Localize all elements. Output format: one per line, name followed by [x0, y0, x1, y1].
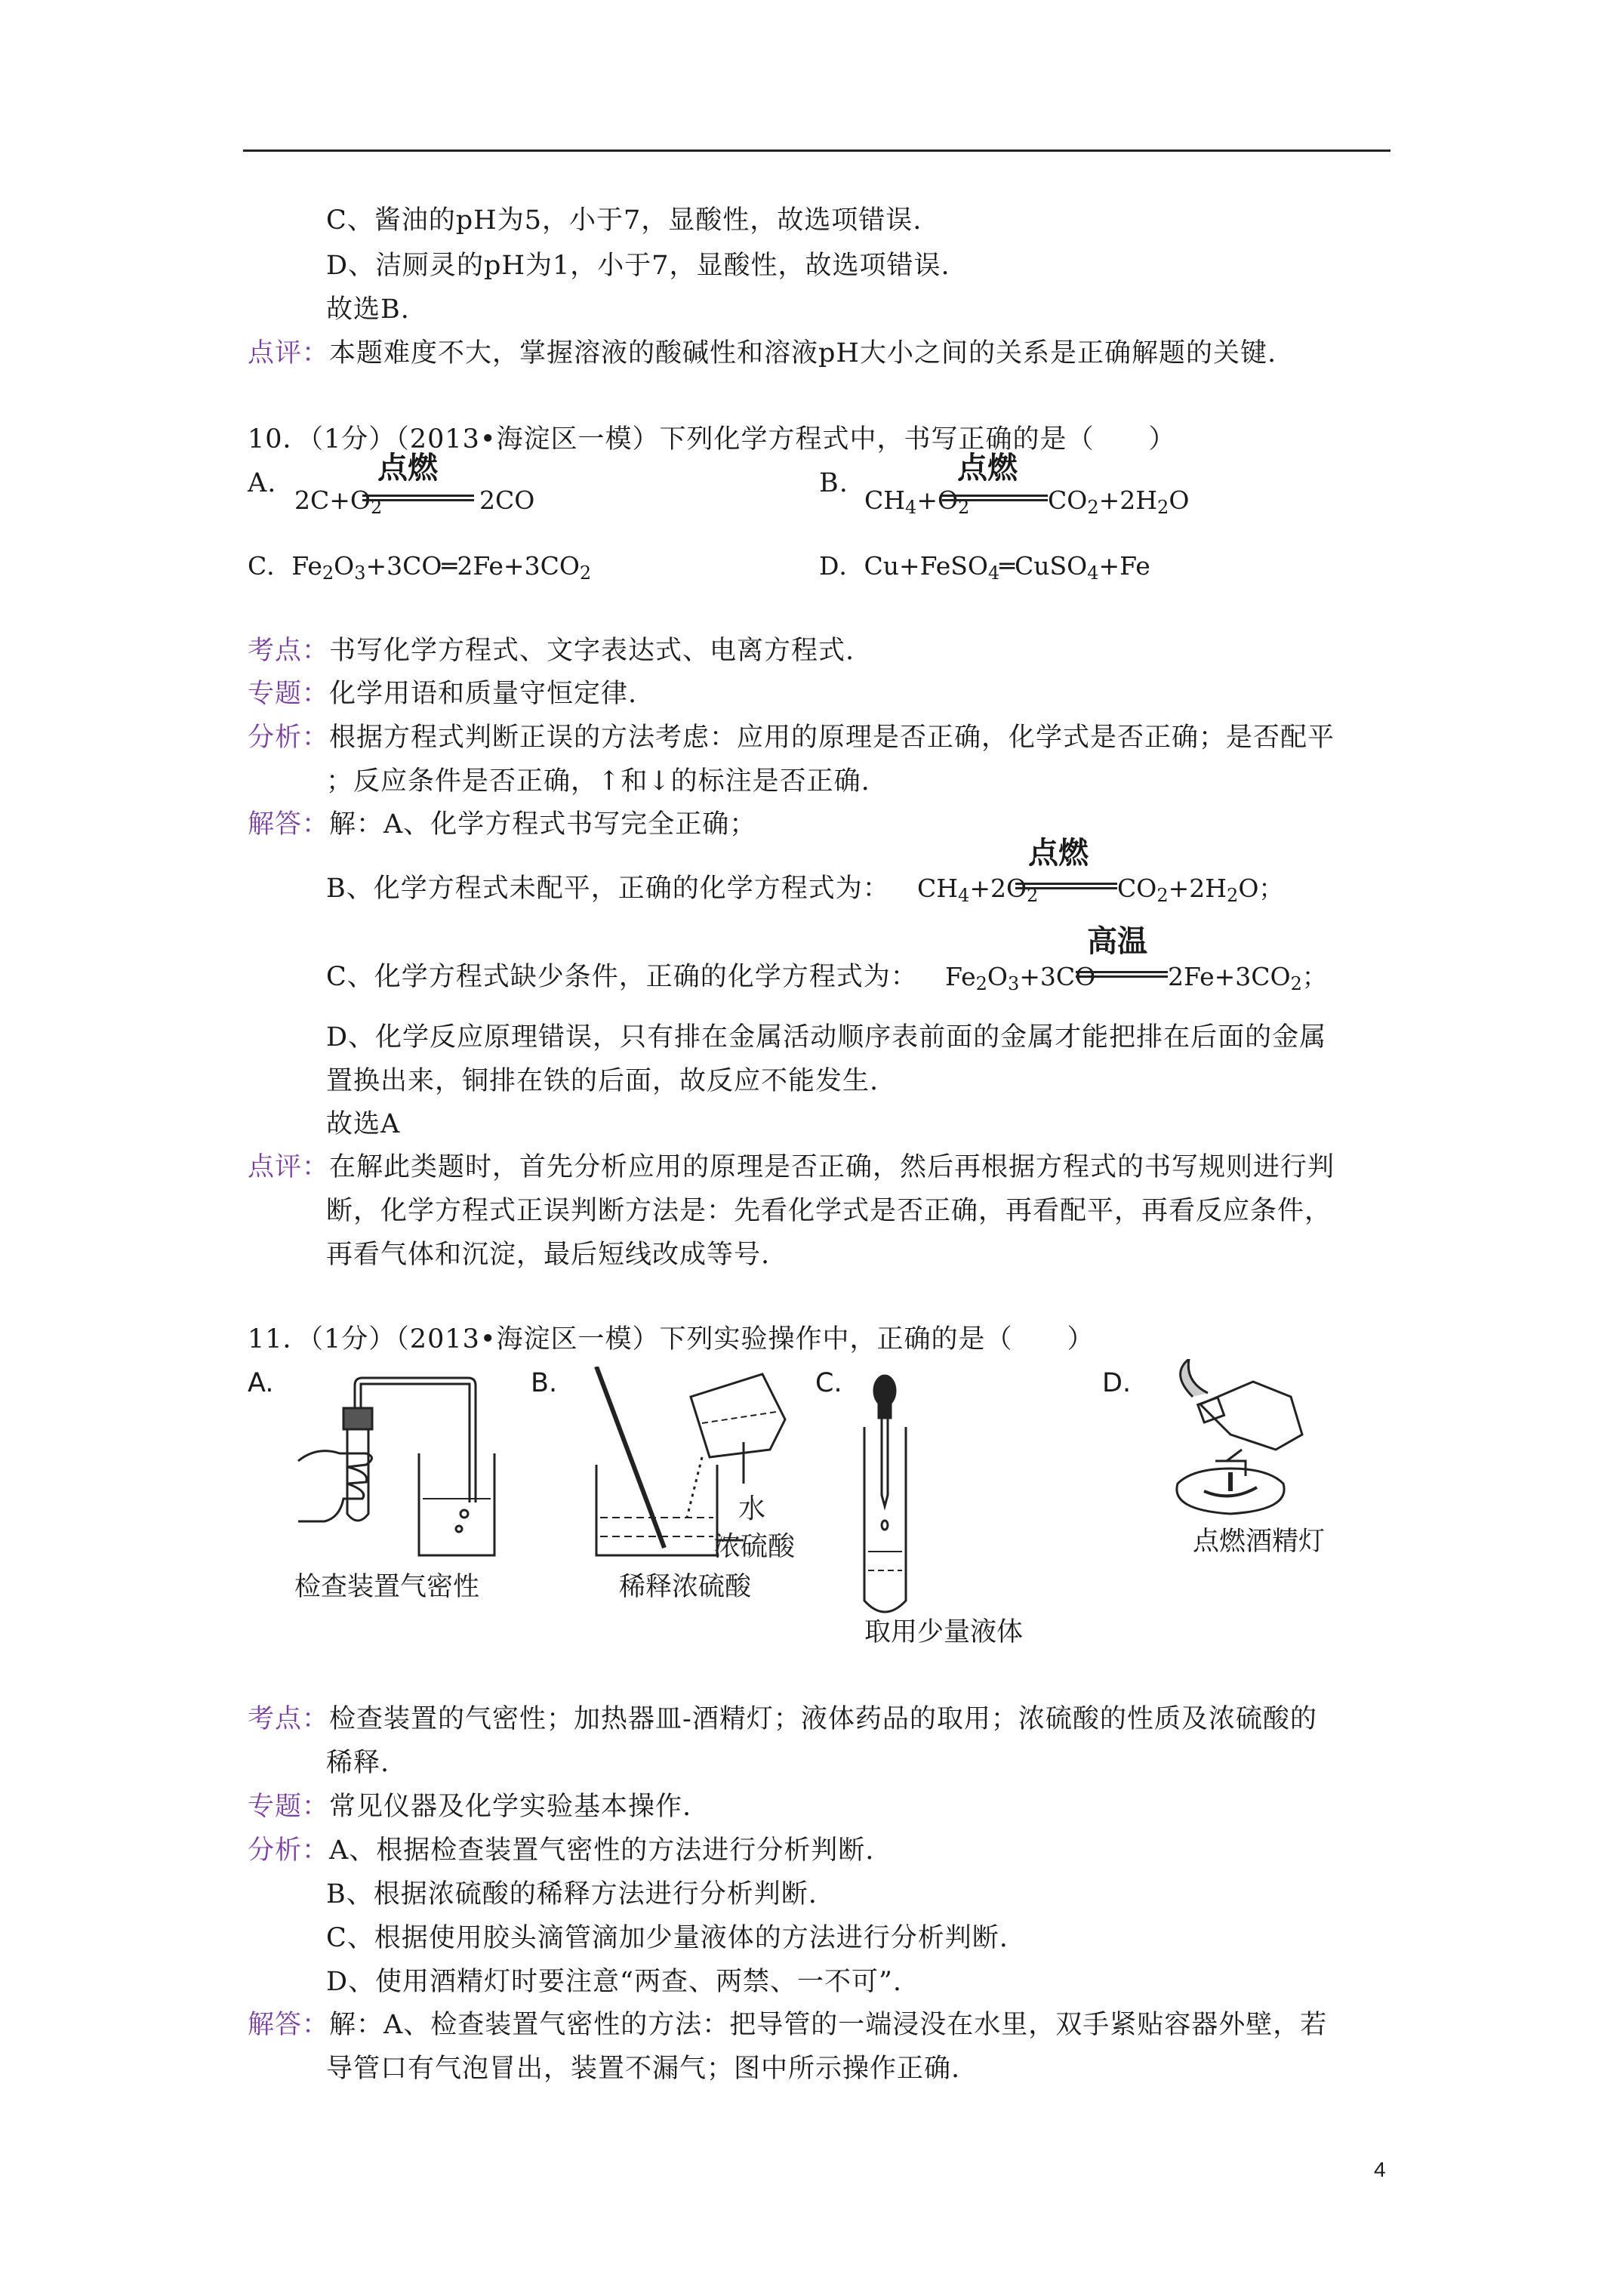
condition-label: 点燃: [1028, 836, 1089, 871]
text: 解：A、化学方程式书写完全正确；: [329, 809, 757, 840]
section-label: 解答：: [248, 2010, 330, 2040]
text-line: ；反应条件是否正确，↑和↓的标注是否正确.: [326, 766, 870, 797]
text-line: D、化学反应原理错误，只有排在金属活动顺序表前面的金属才能把排在后面的金属: [326, 1022, 1327, 1052]
figure-c-caption: 取用少量液体: [864, 1617, 1024, 1647]
water-label: 水: [738, 1493, 766, 1524]
text-line: 稀释.: [326, 1748, 390, 1778]
zhuanti-line: [248, 1790, 691, 1823]
equation-b-correct-right: $CO_2+2H_2O$；: [1117, 874, 1284, 906]
text-line: C、化学方程式缺少条件，正确的化学方程式为：: [326, 962, 918, 992]
text: 根据方程式判断正误的方法考虑：应用的原理是否正确，化学式是否正确；是否配平: [329, 723, 1335, 753]
option-c: C．$Fe_2O_3+3CO═2Fe+3CO_2$: [248, 551, 592, 584]
option-b-label: B.: [819, 468, 848, 498]
text: 本题难度不大，掌握溶液的酸碱性和溶液pH大小之间的关系是正确解题的关键.: [329, 338, 1277, 368]
equals-sign: [1076, 971, 1168, 978]
text-line: 断，化学方程式正误判断方法是：先看化学式是否正确，再看配平，再看反应条件，: [326, 1196, 1332, 1226]
text-line: 故选B.: [326, 294, 410, 325]
section-label: 考点：: [248, 1704, 330, 1734]
fig-a-label: A.: [248, 1368, 274, 1398]
text-line: B、化学方程式未配平，正确的化学方程式为：: [326, 874, 890, 904]
figure-a-airtightness: [294, 1370, 498, 1567]
zhuanti-line: [248, 677, 637, 710]
figure-a-caption: 检查装置气密性: [294, 1572, 480, 1602]
jieda-line: [248, 2008, 1327, 2042]
text-line: 故选A: [326, 1109, 401, 1139]
kaodian-line: [248, 634, 855, 667]
equation-a-left: $2C+O_2$: [294, 485, 383, 518]
text-line: 置换出来，铜排在铁的后面，故反应不能发生.: [326, 1066, 879, 1096]
text: 书写化学方程式、文字表达式、电离方程式.: [329, 636, 855, 666]
equation-c-correct-right: $2Fe+3CO_2$；: [1168, 962, 1327, 994]
text-line: B、根据浓硫酸的稀释方法进行分析判断.: [326, 1879, 818, 1909]
condition-label: 点燃: [377, 451, 438, 485]
equals-sign: [1015, 883, 1117, 889]
figure-c-dropper: [845, 1374, 936, 1616]
jieda-line: [248, 808, 756, 841]
equation-c-correct-left: $Fe_2O_3+3CO$: [945, 962, 1096, 994]
page-number: 4: [1374, 2158, 1386, 2181]
section-label: 点评：: [248, 338, 330, 368]
fig-b-label: B.: [531, 1368, 558, 1398]
text: 化学用语和质量守恒定律.: [329, 679, 638, 709]
text-line: 导管口有气泡冒出，装置不漏气；图中所示操作正确.: [326, 2054, 961, 2084]
text-line: C、根据使用胶头滴管滴加少量液体的方法进行分析判断.: [326, 1923, 1009, 1953]
fenxi-line: [248, 1834, 874, 1867]
condition-label: 高温: [1087, 924, 1147, 959]
equation-b-correct-left: $CH_4+2O_2$: [917, 874, 1039, 906]
fig-c-label: C.: [815, 1368, 842, 1398]
section-label: 专题：: [248, 1792, 330, 1822]
section-label: 分析：: [248, 723, 330, 753]
figure-b-caption: 稀释浓硫酸: [619, 1572, 752, 1602]
equals-sign: [942, 495, 1048, 501]
figure-d-caption: 点燃酒精灯: [1193, 1527, 1326, 1557]
question-10: 10．（1分）（2013•海淀区一模）下列化学方程式中，书写正确的是（ ）: [248, 424, 1176, 455]
text: 在解此类题时，首先分析应用的原理是否正确，然后再根据方程式的书写规则进行判: [329, 1152, 1335, 1182]
header-rule: [243, 149, 1390, 152]
section-label: 点评：: [248, 1152, 330, 1182]
text: 常见仪器及化学实验基本操作.: [329, 1792, 692, 1822]
fenxi-line: [248, 721, 1335, 754]
acid-label: 浓硫酸: [713, 1531, 796, 1562]
question-11: 11．（1分）（2013•海淀区一模）下列实验操作中，正确的是（ ）: [248, 1324, 1095, 1354]
equation-a-right: 2CO: [479, 485, 535, 515]
section-label: 考点：: [248, 636, 330, 666]
text: 检查装置的气密性；加热器皿-酒精灯；液体药品的取用；浓硫酸的性质及浓硫酸的: [329, 1704, 1317, 1734]
text-line: D、洁厕灵的pH为1，小于7，显酸性，故选项错误.: [326, 251, 950, 281]
text-line: C、酱油的pH为5，小于7，显酸性，故选项错误.: [326, 205, 922, 236]
text-line: D、使用酒精灯时要注意“两查、两禁、一不可”.: [326, 1967, 902, 1997]
section-label: 分析：: [248, 1835, 330, 1866]
figure-b-dilution: [589, 1367, 830, 1570]
dianping-line: [248, 1151, 1335, 1184]
kaodian-line: [248, 1703, 1317, 1736]
condition-label: 点燃: [957, 451, 1018, 485]
section-label: 专题：: [248, 679, 330, 709]
comment-line: [248, 337, 1277, 370]
text-line: 再看气体和沉淀，最后短线改成等号.: [326, 1240, 771, 1270]
text: 解：A、检查装置气密性的方法：把导管的一端浸没在水里，双手紧贴容器外壁，若: [329, 2010, 1328, 2040]
fig-d-label: D.: [1102, 1368, 1132, 1398]
text: A、根据检查装置气密性的方法进行分析判断.: [329, 1835, 875, 1866]
figure-d-alcohol-lamp: [1140, 1359, 1329, 1525]
section-label: 解答：: [248, 809, 330, 840]
option-d: D．Cu+FeSO$_4$═CuSO$_4$+Fe: [819, 551, 1150, 584]
equation-b-right: $CO_2+2H_2O$: [1048, 485, 1190, 518]
equals-sign: [362, 495, 474, 501]
option-a-label: A.: [248, 468, 277, 498]
equation-b-left: $CH_4+O_2$: [864, 485, 970, 518]
